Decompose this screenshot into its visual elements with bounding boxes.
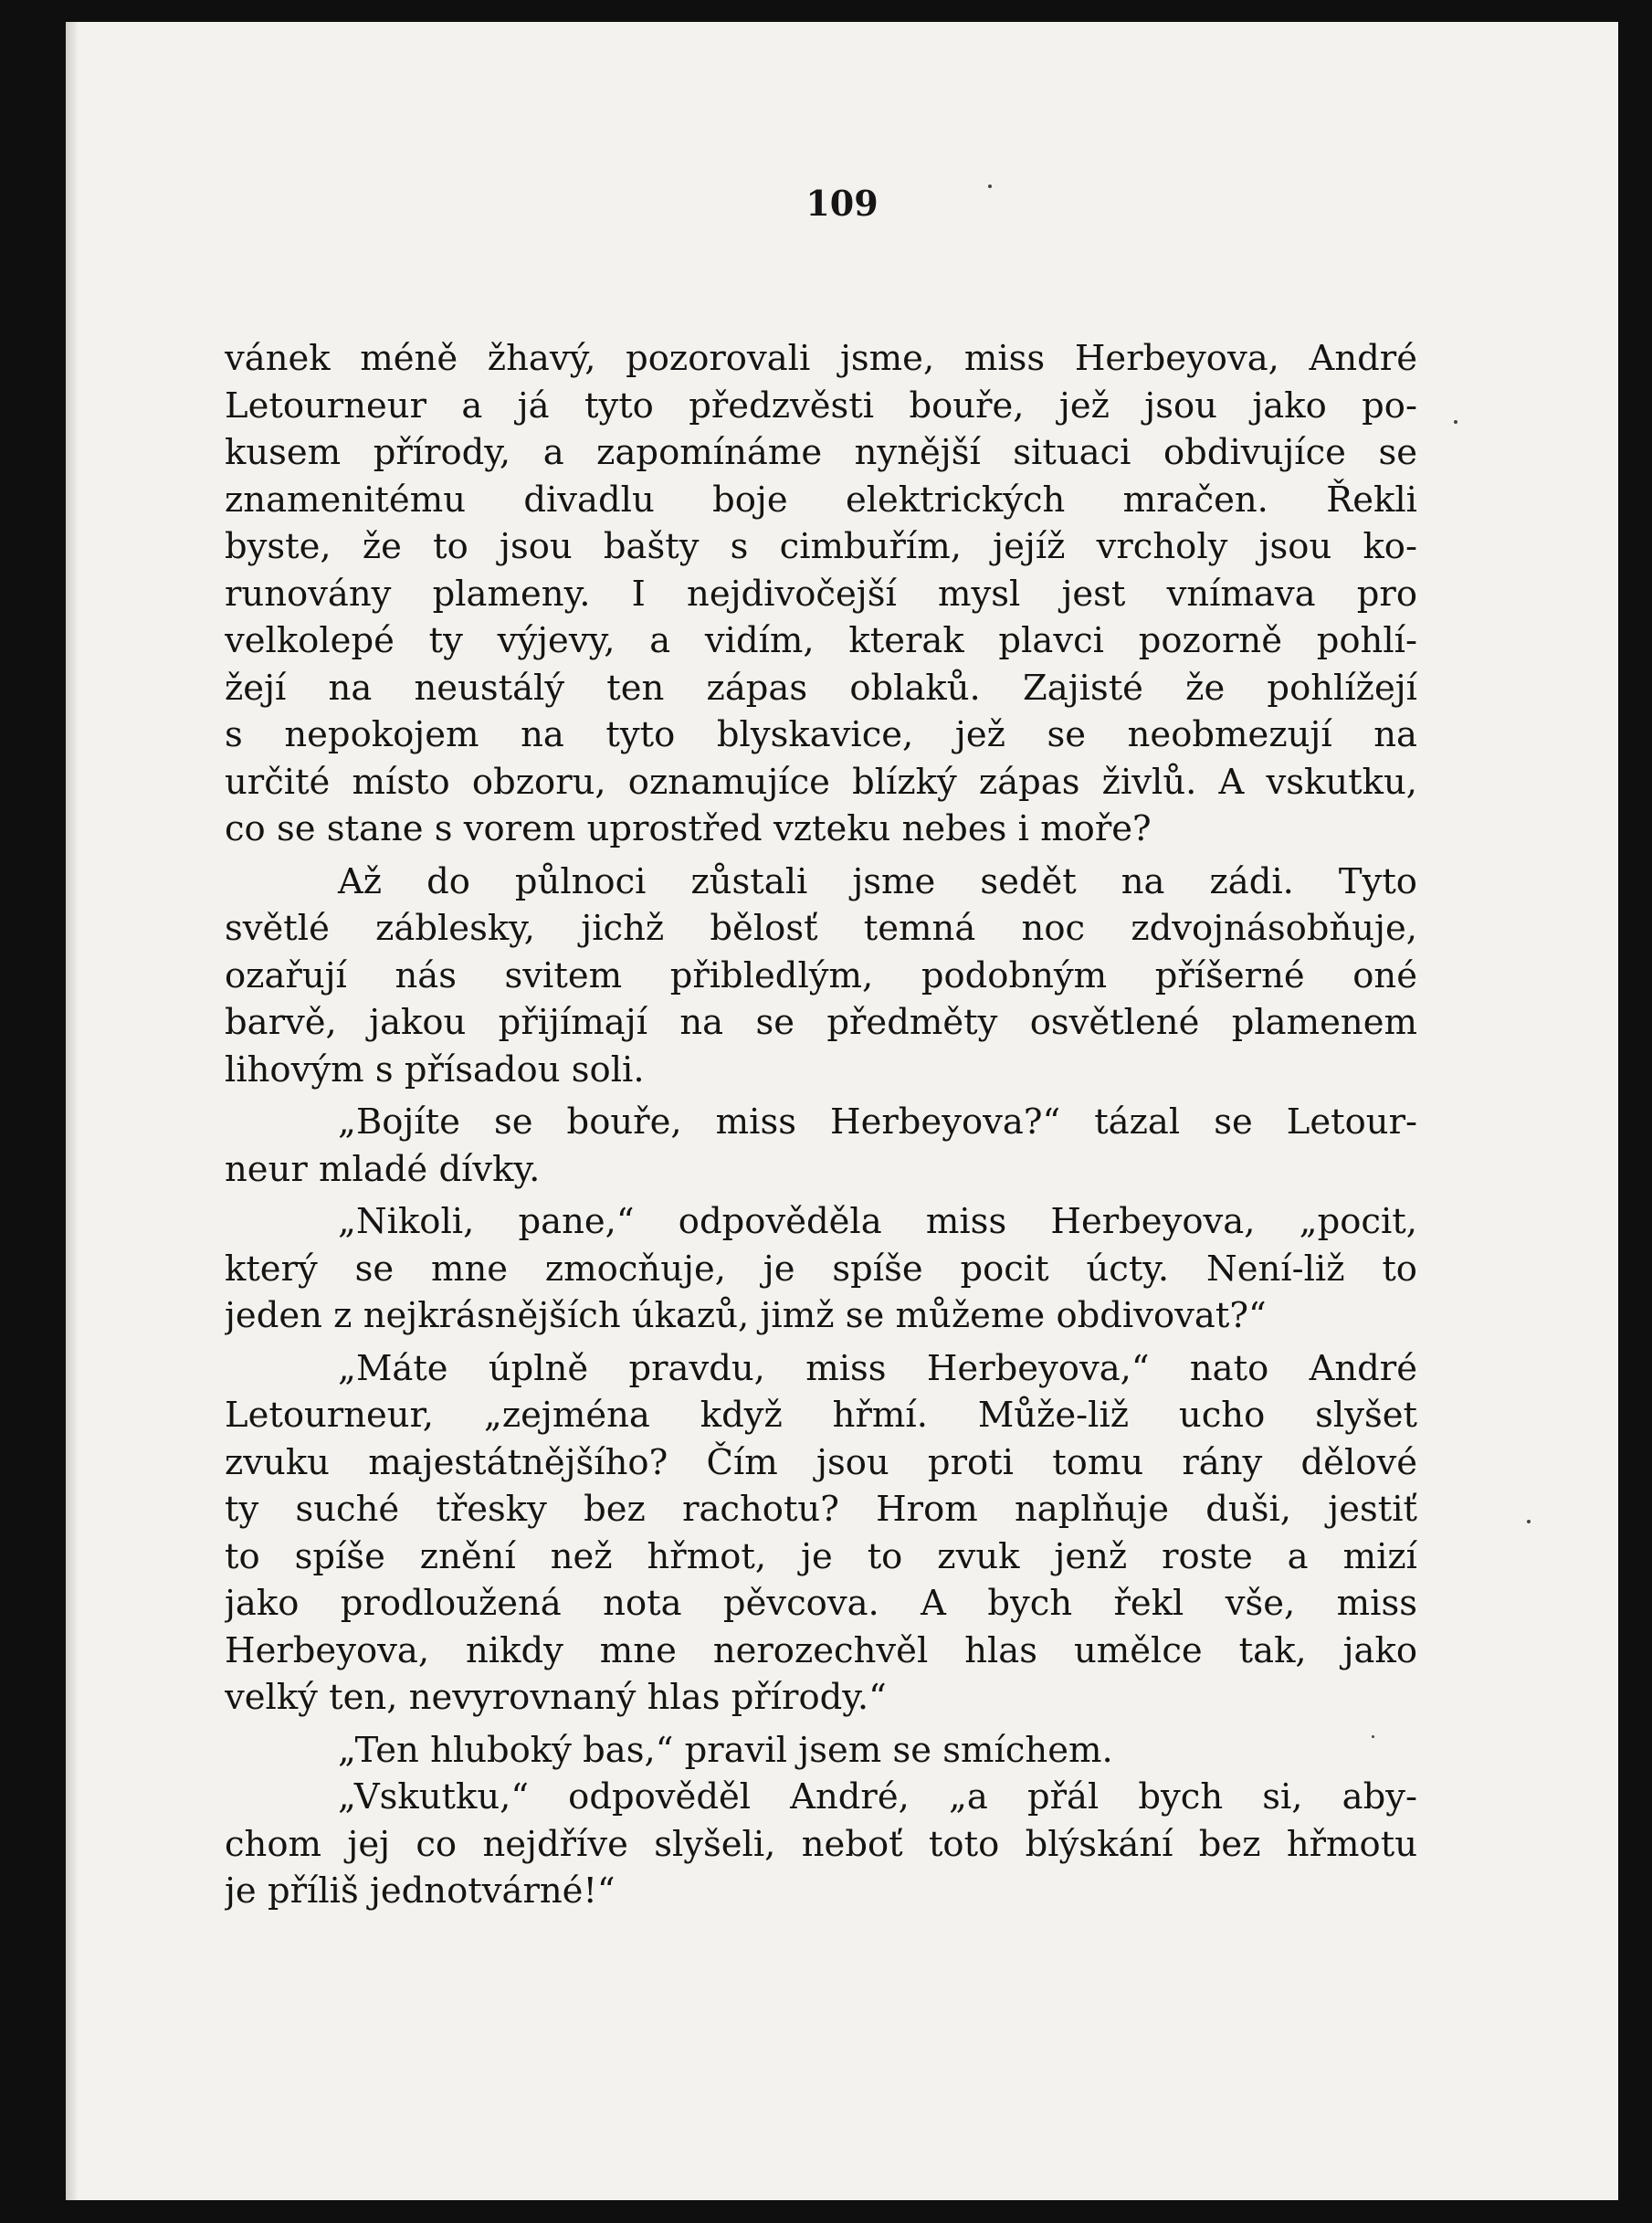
text-line: „Vskutku,“ odpověděl André, „a přál bych si, aby- xyxy=(338,1776,1417,1817)
text-line: Herbeyova, nikdy mne nerozechvěl hlas umělce tak, jako xyxy=(225,1629,1417,1671)
dust-speck xyxy=(1372,1735,1374,1738)
dust-speck xyxy=(1454,420,1457,424)
text-line: jako prodloužená nota pěvcova. A bych řekl vše, miss xyxy=(225,1583,1417,1624)
text-line: ty suché třesky bez rachotu? Hrom naplňuje duši, jestiť xyxy=(225,1489,1417,1530)
paragraph-2 xyxy=(225,859,1417,1094)
book-page xyxy=(66,22,1618,2200)
text-line: velký ten, nevyrovnaný hlas přírody.“ xyxy=(225,1677,887,1718)
dust-speck xyxy=(1527,1520,1531,1523)
text-line: s nepokojem na tyto blyskavice, jež se neobmezují na xyxy=(225,714,1417,755)
text-line: barvě, jakou přijímají na se předměty osvětlené plamenem xyxy=(225,1002,1417,1043)
text-line: který se mne zmocňuje, je spíše pocit úcty. Není-liž to xyxy=(225,1248,1417,1290)
text-line: Letourneur a já tyto předzvěsti bouře, jež jsou jako po- xyxy=(225,385,1417,427)
paragraph-5 xyxy=(225,1345,1417,1722)
text-line: chom jej co nejdříve slyšeli, neboť toto blýskání bez hřmotu xyxy=(225,1823,1417,1865)
text-line: ozařují nás svitem přibledlým, podobným příšerné oné xyxy=(225,954,1417,996)
text-line: žejí na neustálý ten zápas oblaků. Zajisté že pohlížejí xyxy=(225,667,1417,709)
paragraph-7 xyxy=(225,1774,1417,1915)
text-line: je příliš jednotvárné!“ xyxy=(225,1870,616,1912)
paragraph-1 xyxy=(225,335,1417,853)
text-line: Až do půlnoci zůstali jsme sedět na zádi. Tyto xyxy=(338,860,1417,902)
paragraph-3 xyxy=(225,1099,1417,1193)
text-line: světlé záblesky, jichž bělosť temná noc zdvojnásobňuje, xyxy=(225,908,1417,949)
text-line: „Máte úplně pravdu, miss Herbeyova,“ nato André xyxy=(338,1347,1417,1389)
paragraph-6 xyxy=(225,1727,1417,1775)
text-line: jeden z nejkrásnějších úkazů, jimž se můžeme obdivovat?“ xyxy=(225,1295,1267,1336)
text-line: velkolepé ty výjevy, a vidím, kterak plavci pozorně pohlí- xyxy=(225,620,1417,661)
text-line: „Ten hluboký bas,“ pravil jsem se smíchem. xyxy=(338,1729,1113,1771)
text-line: kusem přírody, a zapomínáme nynější situaci obdivujíce se xyxy=(225,432,1417,473)
text-line: zvuku majestátnějšího? Čím jsou proti tomu rány dělové xyxy=(225,1441,1417,1483)
text-line: to spíše znění než hřmot, je to zvuk jenž roste a mizí xyxy=(225,1535,1417,1577)
text-line: runovány plameny. I nejdivočejší mysl jest vnímava pro xyxy=(225,573,1417,615)
text-line: vánek méně žhavý, pozorovali jsme, miss Herbeyova, André xyxy=(225,338,1417,379)
text-line: byste, že to jsou bašty s cimbuřím, jejíž vrcholy jsou ko- xyxy=(225,526,1417,567)
text-line: Letourneur, „zejména když hřmí. Může-liž ucho slyšet xyxy=(225,1395,1417,1436)
text-line: co se stane s vorem uprostřed vzteku nebes i moře? xyxy=(225,808,1152,849)
body-text xyxy=(225,335,1417,1921)
page-number: 109 xyxy=(805,183,879,224)
text-line: znamenitému divadlu boje elektrických mračen. Řekli xyxy=(225,479,1417,521)
text-line: „Bojíte se bouře, miss Herbeyova?“ tázal se Letour- xyxy=(338,1101,1417,1143)
text-line: určité místo obzoru, oznamujíce blízký zápas živlů. A vskutku, xyxy=(225,761,1417,803)
dust-speck xyxy=(988,184,992,188)
paragraph-4 xyxy=(225,1198,1417,1340)
page-edge-shadow xyxy=(66,22,79,2200)
text-line: lihovým s přísadou soli. xyxy=(225,1048,645,1090)
text-line: „Nikoli, pane,“ odpověděla miss Herbeyova, „pocit, xyxy=(338,1201,1417,1242)
text-line: neur mladé dívky. xyxy=(225,1148,541,1190)
